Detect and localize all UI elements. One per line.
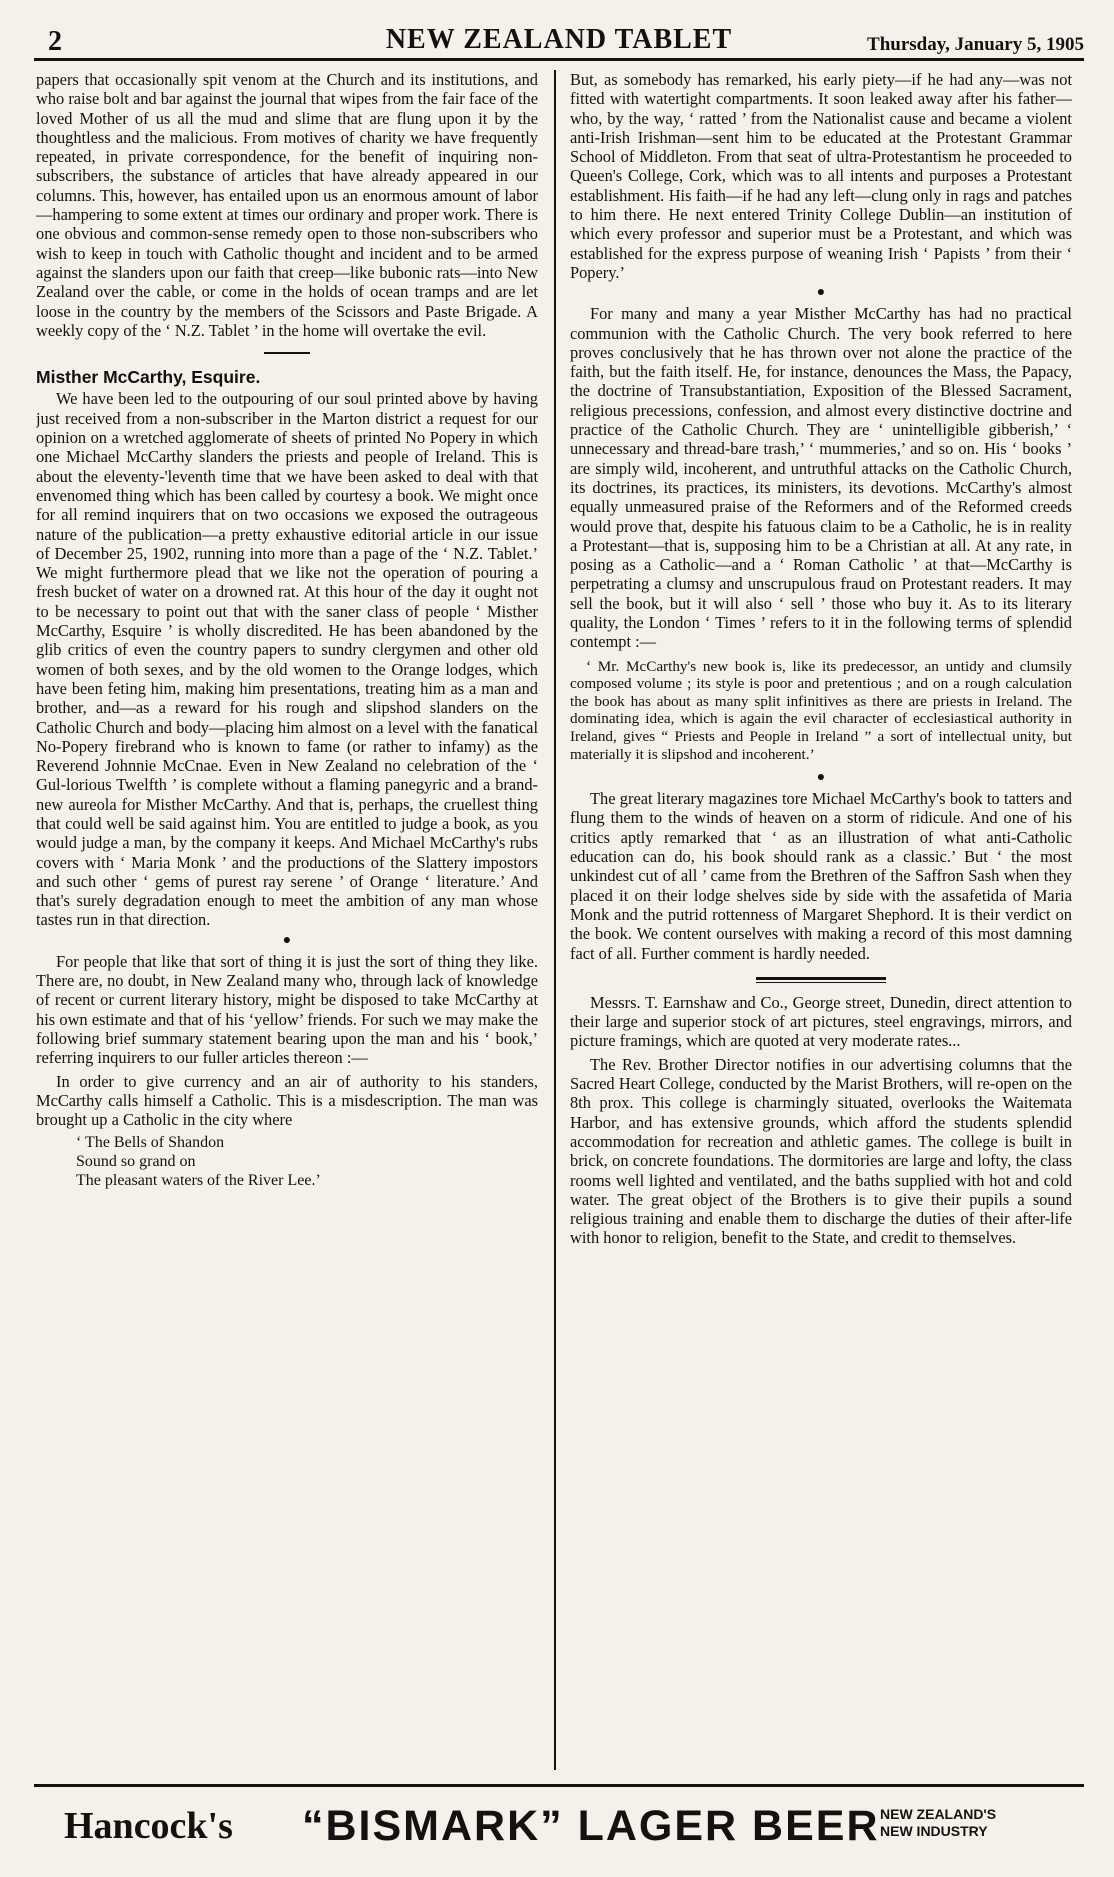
ad-brand: Hancock's [64, 1805, 233, 1847]
footer-rule [34, 1784, 1084, 1787]
article-heading: Misther McCarthy, Esquire. [36, 367, 261, 388]
paper-title: NEW ZEALAND TABLET [385, 24, 733, 55]
notice-paragraph: Messrs. T. Earnshaw and Co., George street, Dunedin, direct attention to their large and superior stock of art pictures, steel engravings, mirrors, and picture framings, which are quoted at very moderate rates... [570, 992, 1072, 1051]
times-quote: ‘ Mr. McCarthy's new book is, like its predecessor, an untidy and clumsily composed volume ; its style is poor and pretentious ; and on a rough calculation the book has about as many split infinitives as there are priests in Ireland. The dominating idea, which is again the evil character of ecclesiastical authority in Ireland, gives “ Priests and People in Ireland ” a sort of intellectual unity, but materially it is slipshod and incoherent.’ [570, 657, 1072, 763]
ad-product: “BISMARK” LAGER BEER [302, 1802, 880, 1850]
left-column [36, 70, 538, 1782]
right-column [570, 70, 1072, 1782]
article-paragraph: We have been led to the outpouring of our soul printed above by having just received from a non-subscriber in the Marton district a request for our opinion on a wretched agglomerate of sheets of printed No Popery in which one Michael McCarthy slanders the priests and people of Ireland. This is about the eleventy-'leventh time that we have been asked to deal with that envenomed thing which has been called by courtesy a book. We might once for all remind inquirers that on two occasions we exposed the outrageous nature of the publication—a pretty exhaustive editorial article in our issue of December 25, 1902, running into more than a page of the ‘ N.Z. Tablet.’ We might furthermore plead that we like not the operation of pouring a fresh bucket of water on a drowned rat. At this hour of the day it ought not to be necessary to point out that with the saner class of people ‘ Misther McCarthy, Esquire ’ is wholly discredited. He has been abandoned by the glib critics of even the country papers to sundry clergymen and other old women of both sexes, and by the old women to the Orange lodges, which have been feting him, making him presentations, treating him as a man and brother, and—as a reward for his rough and slipshod slanders on the Catholic Church and body—placing him almost on a level with the fanatical No-Popery firebrand who is known to fame (or rather to infamy) as the Reverend Johnnie McCnae. Even in New Zealand no celebration of the ‘ Gul-lorious Twelfth ’ is complete without a flaming panegyric and a brand-new aureola for Misther McCarthy. And that is, perhaps, the cruellest thing that could well be said against him. You are entitled to judge a book, as you would judge a man, by the company it keeps. And Michael McCarthy's rubs covers with ‘ Maria Monk ’ and the productions of the Slattery impostors and such other ‘ gems of purest ray serene ’ of Orange ‘ literature.’ And that's surely degradation enough to meet the ambition of any man whose tastes run in that direction. [36, 389, 538, 930]
article-paragraph: For people that like that sort of thing it is just the sort of thing they like. There are, no doubt, in New Zealand many who, through lack of knowledge of recent or current literary history, might be disposed to take McCarthy at his own estimate and that of his ‘yellow’ friends. For such we may make the following brief summary statement bearing upon the man and his ‘ book,’ referring inquirers to our fuller articles thereon :— [36, 951, 538, 1068]
article-paragraph: But, as somebody has remarked, his early piety—if he had any—was not fitted with watertight compartments. It soon leaked away after his father—who, by the way, ‘ ratted ’ from the Nationalist cause and became a violent anti-Irish Irishman—sent him to be educated at the Protestant Grammar School of Middleton. From that seat of ultra-Protestantism he proceeded to Queen's College, Cork, which was to all intents and purposes a Protestant establishment. His faith—if he had any left—clung only in rags and patches to him there. He next entered Trinity College Dublin—an institution of which every professor and superior must be a Protestant, and which was established for the express purpose of weaning Irish ‘ Papists ’ from their ‘ Popery.’ [570, 70, 1072, 282]
paragraph-separator: ● [816, 770, 826, 786]
section-rule [264, 352, 310, 354]
paragraph-separator: ● [282, 932, 292, 948]
article-paragraph: For many and many a year Misther McCarthy has had no practical communion with the Catholic Church. The very book referred to here proves conclusively that he has thrown over not alone the practice of the faith, but the faith itself. He, for instance, denounces the Mass, the Papacy, the doctrine of Transubstantiation, Exposition of the Blessed Sacrament, religious precessions, confession, and almost every distinctive doctrine and practice of the Catholic Church. They are ‘ unintelligible gibberish,’ ‘ unnecessary and thread-bare trash,’ ‘ mummeries,’ and so on. His ‘ books ’ are simply wild, incoherent, and untruthful attacks on the Catholic Church, its doctrines, its practices, its ministers, its devotions. McCarthy's almost equally unmeasured praise of the Reformers and of the Reformed creeds would prove that, despite his fatuous claim to be a Catholic, he is in reality a Protestant—that is, supposing him to be a Christian at all. At any rate, in posing as a Catholic—and a ‘ Roman Catholic ’ at that—McCarthy is perpetrating a clumsy and unscrupulous fraud on Protestant readers. It may sell the book, but it will also ‘ sell ’ those who buy it. As to its literary quality, the London ‘ Times ’ refers to it in the following terms of splendid contempt :— [570, 304, 1072, 652]
ad-tagline [880, 1806, 996, 1840]
paragraph-separator: ● [816, 285, 826, 301]
masthead [34, 24, 1084, 61]
ad-tagline-line: NEW ZEALAND'S [880, 1806, 997, 1822]
article-continuation: papers that occasionally spit venom at the Church and its institutions, and who raise bolt and bar against the journal that wipes from the fair face of the loved Mother of us all the mud and slime that are flung upon it by the thoughtless and the malicious. From motives of charity we have frequently repeated, in private correspondence, for the benefit of inquiring non-subscribers, the substance of articles that have already appeared in our columns. This, however, has entailed upon us an enormous amount of labor—hampering to some extent at times our ordinary and proper work. There is one obvious and common-sense remedy open to those non-subscribers who wish to keep in touch with Catholic thought and incident and to be armed against the slanders upon our faith that creep—like bubonic rats—into New Zealand over the cable, or come in the holds of ocean tramps and are let loose in the country by the members of the Scissors and Paste Brigade. A weekly copy of the ‘ N.Z. Tablet ’ in the home will overtake the evil. [36, 70, 538, 340]
column-divider [554, 70, 556, 1770]
verse-quote: ‘ The Bells of Shandon Sound so grand on The pleasant waters of the River Lee.’ [76, 1134, 321, 1190]
issue-date: Thursday, January 5, 1905 [867, 34, 1084, 55]
notice-paragraph: The Rev. Brother Director notifies in our advertising columns that the Sacred Heart College, conducted by the Marist Brothers, will re-open on the 8th prox. This college is charmingly situated, overlooks the Waitemata Harbor, and has extensive grounds, which afford the students splendid accommodation for recreation and athletic games. The college is built in brick, on concrete foundations. The dormitories are large and lofty, the class rooms well lighted and ventilated, and the baths supplied with hot and cold water. The great object of the Brothers is to give their pupils a sound religious training and enable them to discharge the duties of their after-life with honor to religion, benefit to the State, and credit to themselves. [570, 1054, 1072, 1248]
section-rule [756, 977, 886, 983]
ad-tagline-line: NEW INDUSTRY [880, 1823, 988, 1839]
beer-advertisement [34, 1792, 1084, 1862]
page-number: 2 [48, 26, 62, 57]
article-paragraph: In order to give currency and an air of authority to his standers, McCarthy calls himself a Catholic. This is a misdescription. The man was brought up a Catholic in the city where [36, 1071, 538, 1130]
article-paragraph: The great literary magazines tore Michael McCarthy's book to tatters and flung them to the winds of heaven on a storm of ridicule. And one of his critics aptly remarked that ‘ as an illustration of what anti-Catholic education can do, his book should rank as a classic.’ But ‘ the most unkindest cut of all ’ came from the Brethren of the Saffron Sash when they placed it on their lodge shelves side by side with the assafetida of Maria Monk and the putrid rottenness of Margaret Shephord. It is their verdict on the book. We content ourselves with making a record of this most damning fact of all. Further comment is hardly needed. [570, 789, 1072, 963]
